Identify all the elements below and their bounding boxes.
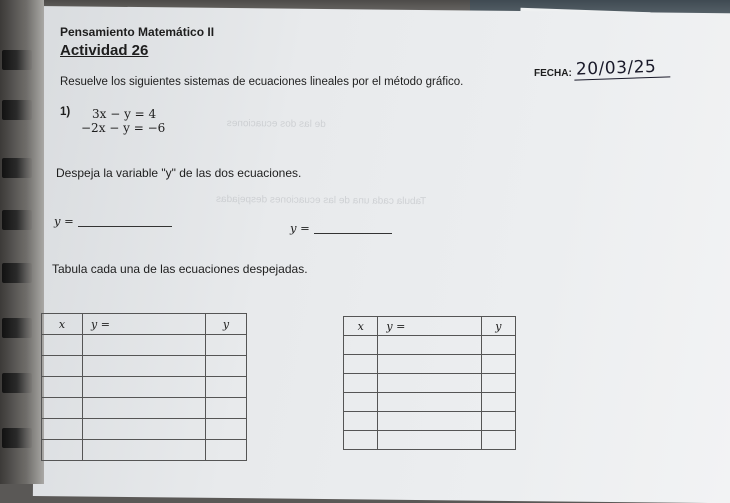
- table-row: [344, 431, 516, 450]
- date-handwritten: 20/03/25: [574, 56, 671, 80]
- table-cell[interactable]: [481, 431, 515, 450]
- table-cell[interactable]: [83, 419, 206, 440]
- table-row: [344, 374, 516, 393]
- step-2-prompt: Tabula cada una de las ecuaciones despejadas.: [52, 262, 308, 276]
- header-x: x: [344, 317, 378, 336]
- table-cell[interactable]: [344, 393, 378, 412]
- table-cell[interactable]: [344, 431, 378, 450]
- value-table-2: [343, 316, 516, 450]
- equation-2: −2x − y = −6: [81, 121, 166, 135]
- table-row: [344, 336, 516, 355]
- header-x: x: [42, 314, 83, 335]
- table-row: [42, 419, 247, 440]
- table-cell[interactable]: [481, 374, 515, 393]
- table-row: [42, 440, 247, 461]
- header-y-expression: y =: [378, 317, 481, 336]
- table-cell[interactable]: [206, 377, 247, 398]
- table-row: [42, 335, 247, 356]
- table-cell[interactable]: [206, 440, 247, 461]
- header-y-expression: y =: [83, 314, 206, 335]
- answer-blank-2[interactable]: [314, 233, 392, 234]
- binding-ring: [2, 210, 32, 230]
- table-header-row: [344, 317, 516, 336]
- table-cell[interactable]: [42, 398, 83, 419]
- table-cell[interactable]: [206, 398, 247, 419]
- table-row: [42, 377, 247, 398]
- table-cell[interactable]: [481, 355, 515, 374]
- activity-title: Actividad 26: [60, 42, 149, 59]
- binding-ring: [2, 50, 32, 70]
- table-cell[interactable]: [42, 356, 83, 377]
- table-cell[interactable]: [378, 336, 481, 355]
- table-cell[interactable]: [344, 355, 378, 374]
- table-cell[interactable]: [481, 336, 515, 355]
- bleed-through-text: de las dos ecuaciones: [226, 117, 326, 131]
- binding-ring: [2, 373, 32, 393]
- binding-ring: [2, 263, 32, 283]
- date-label: FECHA:: [534, 68, 572, 79]
- bleed-through-text: Tabula cada una de las ecuaciones despejadas: [215, 193, 427, 208]
- table-cell[interactable]: [83, 335, 206, 356]
- table-cell[interactable]: [206, 419, 247, 440]
- header-y: y: [481, 317, 515, 336]
- table-cell[interactable]: [83, 398, 206, 419]
- table-cell[interactable]: [42, 335, 83, 356]
- binding-ring: [2, 428, 32, 448]
- table-cell[interactable]: [42, 377, 83, 398]
- table-cell[interactable]: [378, 355, 481, 374]
- table-cell[interactable]: [83, 440, 206, 461]
- table-cell[interactable]: [344, 412, 378, 431]
- table-cell[interactable]: [206, 335, 247, 356]
- problem-number: 1): [60, 106, 71, 118]
- answer-label-1: y =: [54, 214, 74, 228]
- table-cell[interactable]: [206, 356, 247, 377]
- answer-label-2: y =: [290, 221, 310, 235]
- table-row: [42, 398, 247, 419]
- table-cell[interactable]: [378, 374, 481, 393]
- table-row: [42, 356, 247, 377]
- table-row: [344, 412, 516, 431]
- table-row: [344, 355, 516, 374]
- binding-ring: [2, 318, 32, 338]
- table-cell[interactable]: [481, 412, 515, 431]
- table-row: [344, 393, 516, 412]
- table-cell[interactable]: [378, 412, 481, 431]
- table-cell[interactable]: [83, 356, 206, 377]
- table-cell[interactable]: [378, 431, 481, 450]
- table-cell[interactable]: [481, 393, 515, 412]
- table-cell[interactable]: [344, 336, 378, 355]
- table-cell[interactable]: [42, 440, 83, 461]
- table-cell[interactable]: [344, 374, 378, 393]
- answer-blank-1[interactable]: [78, 226, 172, 227]
- table-cell[interactable]: [378, 393, 481, 412]
- header-y: y: [206, 314, 247, 335]
- equation-1: 3x − y = 4: [92, 107, 157, 121]
- spiral-binding: [0, 0, 44, 484]
- value-table-1: [41, 313, 247, 461]
- step-1-prompt: Despeja la variable "y" de las dos ecuaciones.: [56, 166, 302, 180]
- binding-ring: [2, 100, 32, 120]
- table-cell[interactable]: [83, 377, 206, 398]
- binding-ring: [2, 158, 32, 178]
- table-header-row: [42, 314, 247, 335]
- table-cell[interactable]: [42, 419, 83, 440]
- instructions: Resuelve los siguientes sistemas de ecuaciones lineales por el método gráfico.: [60, 76, 464, 88]
- subject-title: Pensamiento Matemático II: [60, 25, 215, 39]
